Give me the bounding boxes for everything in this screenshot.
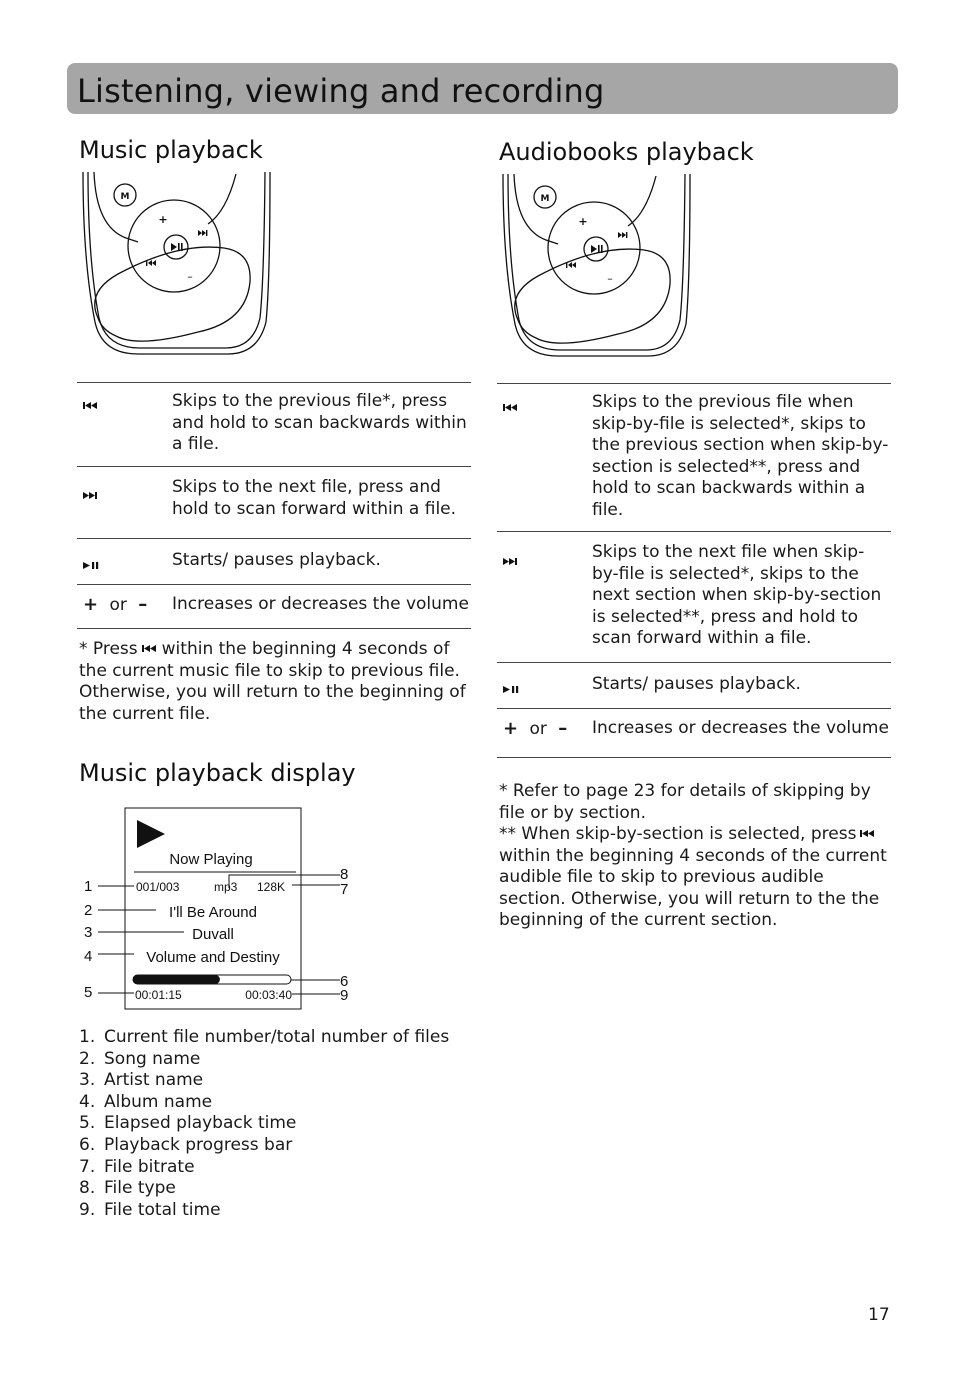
table-row xyxy=(77,539,471,585)
table-row xyxy=(497,709,891,758)
page-title: Listening, viewing and recording xyxy=(77,72,605,110)
table-row xyxy=(77,585,471,629)
row-description: Skips to the previous file*, press and hold to scan backwards within a file. xyxy=(171,383,471,467)
music-playback-display-heading: Music playback display xyxy=(79,759,356,787)
plus-icon: + xyxy=(503,718,519,739)
song-name: I'll Be Around xyxy=(169,904,257,921)
menu-button-label: M xyxy=(540,194,550,204)
item-number: 3. xyxy=(79,1070,96,1091)
device-next-icon xyxy=(618,232,627,238)
callout-5: 5 xyxy=(84,984,93,1001)
callout-4: 4 xyxy=(84,948,93,965)
next-icon xyxy=(503,557,519,566)
playback-display-diagram xyxy=(78,806,358,1012)
device-minus-label: – xyxy=(607,272,613,285)
now-playing-label: Now Playing xyxy=(169,851,253,868)
item-text: File total time xyxy=(104,1199,221,1220)
display-legend xyxy=(79,1027,449,1221)
list-item xyxy=(79,1049,449,1071)
next-icon xyxy=(83,491,99,500)
row-description: Increases or decreases the volume xyxy=(591,709,891,758)
device-plus-label: + xyxy=(158,213,168,226)
item-text: Artist name xyxy=(104,1070,204,1091)
table-row xyxy=(77,383,471,467)
title-bar xyxy=(67,63,898,114)
device-minus-label: – xyxy=(187,270,193,283)
list-item xyxy=(79,1200,449,1222)
audiobooks-controls-table xyxy=(497,383,891,758)
or-label: or xyxy=(529,719,547,739)
table-row xyxy=(497,663,891,709)
play-pause-icon xyxy=(83,561,101,570)
item-number: 7. xyxy=(79,1156,96,1177)
audiobooks-footnote-2 xyxy=(499,824,891,932)
item-number: 9. xyxy=(79,1199,96,1220)
note-suffix: within the beginning 4 seconds of the current audible file to skip to previous audible section. Otherwise, you will return to the the beginning of the current section. xyxy=(499,845,887,931)
previous-icon xyxy=(142,644,158,653)
item-text: File type xyxy=(104,1178,176,1199)
table-row xyxy=(497,532,891,663)
item-number: 6. xyxy=(79,1134,96,1155)
row-description: Starts/ pauses playback. xyxy=(171,539,471,585)
row-description: Skips to the next file, press and hold to scan forward within a file. xyxy=(171,467,471,539)
list-item xyxy=(79,1113,449,1135)
previous-icon xyxy=(83,401,99,410)
note-prefix: * Press xyxy=(79,639,138,659)
file-type: mp3 xyxy=(214,880,238,894)
device-next-icon xyxy=(198,230,207,236)
minus-icon: – xyxy=(558,718,568,739)
item-number: 2. xyxy=(79,1048,96,1069)
menu-button-label: M xyxy=(120,192,130,202)
list-item xyxy=(79,1178,449,1200)
device-plus-label: + xyxy=(578,215,588,228)
audiobooks-footnote-1: * Refer to page 23 for details of skipping by file or by section. xyxy=(499,781,871,823)
item-number: 4. xyxy=(79,1091,96,1112)
album-name: Volume and Destiny xyxy=(146,949,280,966)
table-row xyxy=(497,384,891,532)
file-count: 001/003 xyxy=(136,880,180,894)
row-description: Starts/ pauses playback. xyxy=(591,663,891,709)
play-pause-icon xyxy=(503,685,521,694)
music-playback-heading: Music playback xyxy=(79,136,263,164)
note-prefix: ** When skip-by-section is selected, press xyxy=(499,824,857,844)
item-text: Song name xyxy=(104,1048,201,1069)
music-controls-table xyxy=(77,382,471,629)
callout-1: 1 xyxy=(84,878,93,895)
callout-9: 9 xyxy=(340,987,349,1004)
item-text: Album name xyxy=(104,1091,213,1112)
total-time: 00:03:40 xyxy=(245,988,292,1002)
item-number: 5. xyxy=(79,1113,96,1134)
item-text: Current file number/total number of files xyxy=(104,1027,450,1047)
callout-6: 6 xyxy=(340,973,349,990)
row-description: Increases or decreases the volume xyxy=(171,585,471,629)
list-item xyxy=(79,1070,449,1092)
previous-icon xyxy=(860,829,876,838)
previous-icon xyxy=(503,403,519,412)
page-number: 17 xyxy=(868,1305,890,1325)
list-item xyxy=(79,1135,449,1157)
callout-3: 3 xyxy=(84,924,93,941)
row-description: Skips to the next file when skip-by-file is selected*, skips to the next section when skip-by-section is selected**, press and hold to scan forward within a file. xyxy=(591,532,891,663)
note-suffix: within the beginning 4 seconds of the current music file to skip to previous file. Otherwise, you will return to the beginning of the current file. xyxy=(79,639,466,724)
item-text: Playback progress bar xyxy=(104,1134,293,1155)
item-text: File bitrate xyxy=(104,1156,195,1177)
list-item xyxy=(79,1157,449,1179)
list-item xyxy=(79,1027,449,1049)
row-description: Skips to the previous file when skip-by-file is selected*, skips to the previous section when skip-by-section is selected**, press and hold to scan backwards within a file. xyxy=(591,384,891,532)
or-label: or xyxy=(109,595,127,615)
progress-bar-fill xyxy=(133,975,220,984)
item-text: Elapsed playback time xyxy=(104,1113,297,1134)
elapsed-time: 00:01:15 xyxy=(135,988,182,1002)
device-illustration-audiobooks xyxy=(498,174,698,360)
list-item xyxy=(79,1092,449,1114)
device-illustration-music xyxy=(78,172,278,358)
music-footnote xyxy=(79,639,471,725)
minus-icon: – xyxy=(138,594,148,615)
item-number: 1. xyxy=(79,1027,96,1047)
table-row xyxy=(77,467,471,539)
callout-7: 7 xyxy=(340,881,349,898)
item-number: 8. xyxy=(79,1178,96,1199)
artist-name: Duvall xyxy=(192,926,234,943)
file-bitrate: 128K xyxy=(257,880,286,894)
plus-icon: + xyxy=(83,594,99,615)
callout-2: 2 xyxy=(84,902,93,919)
audiobooks-playback-heading: Audiobooks playback xyxy=(499,138,754,166)
callout-8: 8 xyxy=(340,866,349,883)
